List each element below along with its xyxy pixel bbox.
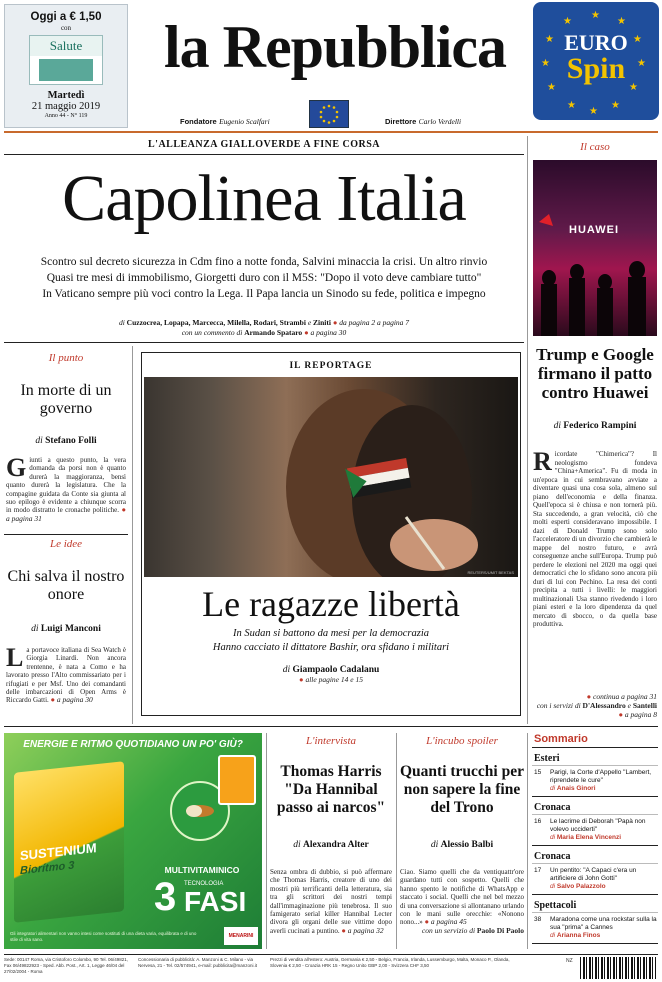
dropcap: G <box>6 453 27 482</box>
right-body: R icordate "Chimerica"? Il neologismo fondeva "China+America". Fu di moda in un'epoca in cui sembravano avviate a diventare quasi una cosa sola, almeno sul piano dell'economia e della finanza. Quell'epoca si è chiusa e non tornerà più. Sta succedendo, a gran velocità, ciò che molti esperti consideravano impossibile. I dazi di Donald Trump sono solo l'acceleratore di un divorzio che cambierà le mappe del nostro futuro, e avrà conseguenze anche sull'Europa. Trump può perdere le elezioni nel 2020 ma oggi quei democratici che lo sfidano sono ancora più duri di lui con Pechino. La resa dei conti precipita a tutti i livelli: le maggiori multinazionali Usa stanno rivedendo i loro piani esteri e la loro dipendenza da quel mercato di sbocco, o da quella base produttiva. <box>533 447 657 628</box>
spoiler-byline: di Alessio Balbi <box>430 840 494 850</box>
photo-credit: REUTERS/UMIT BEKTAS <box>467 570 514 575</box>
right-refs: ● continua a pagina 31 con i servizi di D'Alessandro e Santelli ● a pagina 8 <box>536 692 657 719</box>
sommario-text: Parigi, la Corte d'Appello "Lambert, riprendete le cure" <box>550 769 652 784</box>
sommario-author: di Anais Ginori <box>550 785 596 792</box>
dropcap: R <box>533 447 552 476</box>
ad-disclaimer: Gli integratori alimentari non vanno intesi come sostituti di una dieta varia, equilibrata e di uno stile di vita sano. <box>10 931 197 942</box>
svg-text:★: ★ <box>589 106 598 117</box>
supplement-cover <box>29 35 103 85</box>
authors-pages: da pagina 2 a pagina 7 <box>339 318 410 327</box>
lead-authors <box>4 318 524 338</box>
reportage-kicker: IL REPORTAGE <box>289 361 373 371</box>
lead-summary-line: Scontro sul decreto sicurezza in Cdm fino a notte fonda, Salvini minaccia la crisi. Un altro rinvio <box>40 256 488 268</box>
director-label: Direttore <box>385 117 417 126</box>
right-kicker: Il caso <box>580 141 610 153</box>
arrow-icon: ● <box>341 925 346 935</box>
arrow-icon: ● <box>618 710 624 719</box>
sommario-page: 15 <box>534 769 542 776</box>
comment-page: a pagina 30 <box>310 328 347 337</box>
svg-text:★: ★ <box>591 10 600 21</box>
svg-text:★: ★ <box>633 34 642 45</box>
sommario-section: Cronaca <box>532 849 658 864</box>
lead-summary-line: Quasi tre mesi di immobilismo, Giorgetti duro con il M5S: "Dopo il voto deve cambiare tutto" <box>46 272 482 284</box>
arrow-icon: ● <box>332 318 338 327</box>
eurospin-word-1: EURO <box>564 30 628 55</box>
founder-label: Fondatore <box>180 117 217 126</box>
price-with: con <box>60 24 72 32</box>
footer-number: NZ <box>566 958 573 964</box>
arrow-icon: ● <box>50 695 56 705</box>
sommario-page: 17 <box>534 867 542 874</box>
authors-last: Ziniti <box>313 318 331 327</box>
spoiler-body: Ciao. Siamo quelli che da ventiquattr'ore guardano tutti con sospetto. Quelli che hanno spento le notifiche di WhatsApp e staccato i social. Quelli che nel bel mezzo di una conversazione si allontanano urlando con le mani sulle orecchie: «Nonono nono...» ● a pagina 45 con un servizio di Paolo Di Paolo <box>400 868 524 935</box>
director-line <box>385 117 525 126</box>
founder-name: Eugenio Scalfari <box>219 117 270 126</box>
sommario-author: di Arianna Finos <box>550 932 601 939</box>
huawei-sign: HUAWEI <box>569 224 619 236</box>
left-byline-2: di Luigi Manconi <box>31 624 101 634</box>
director-name: Carlo Verdelli <box>418 117 462 126</box>
sommario-item[interactable] <box>532 766 658 797</box>
arrow-icon: ● <box>299 675 304 684</box>
left-byline-1: di Stefano Folli <box>35 436 97 446</box>
sommario-text: Le lacrime di Deborah "Papà non volevo ucciderti" <box>550 818 646 833</box>
sommario-item[interactable] <box>532 864 658 895</box>
svg-text:★: ★ <box>547 82 556 93</box>
footer-concessionaria: Concessionaria di pubblicità: A. Manzoni & C. Milano - via Nervesa, 21 - Tel. 02/574941, e-mail: pubblicita@manzoni.it <box>138 957 258 968</box>
interview-byline: di Alexandra Alter <box>293 840 369 850</box>
dropcap: L <box>6 643 24 672</box>
authors-list: Cuzzocrea, Lopapa, Marcecca, Milella, Rodari, Strambi <box>126 318 306 327</box>
spoiler-kicker: L'incubo spoiler <box>426 735 498 747</box>
svg-text:★: ★ <box>567 100 576 111</box>
product-name: SUSTENIUM <box>20 840 97 864</box>
supplement-title: Salute <box>30 36 102 56</box>
reportage-photo <box>144 377 518 577</box>
interview-headline: Thomas Harris "Da Hannibal passo ai narcos" <box>276 763 386 816</box>
newspaper-title: la Repubblica <box>163 14 507 80</box>
authors-prefix: di <box>118 318 125 327</box>
interview-body: Senza ombra di dubbio, si può affermare che Thomas Harris, creatore di uno dei mostri più terrificanti della letteratura, sia tra gli scrittori dei nostri tempi dall'immaginazione più tenebrosa. Il suo famigerato serial killer Hannibal Lecter divora gli organi delle sue vittime dopo averli cucinati a puntino. ● a pagina 32 <box>270 868 392 935</box>
sommario-list <box>532 751 658 944</box>
sommario-section: Cronaca <box>532 800 658 815</box>
sommario-item[interactable] <box>532 913 658 944</box>
sustenium-ad <box>4 733 262 949</box>
sommario-author: di Maria Elena Vincenzi <box>550 834 622 841</box>
ad-multivit: MULTIVITAMINICO <box>164 865 240 875</box>
sommario-section: Spettacoli <box>532 898 658 913</box>
sommario-item[interactable] <box>532 815 658 846</box>
left-body-1: G iunti a questo punto, la vera domanda da porsi non è quanto durerà la maggioranza, bensì quanto durerà la legislatura. Che la compagine guidata da Conte sia giunta al suo epilogo è evidente a chiunque scorra in modo distratto le cronache politiche. ● a pagina 31 <box>6 453 127 523</box>
issue-day: Martedì <box>47 90 85 101</box>
left-kicker-2: Le idee <box>49 538 83 550</box>
huawei-photo <box>533 160 657 336</box>
brand-box <box>224 927 258 945</box>
ad-headline: ENERGIE E RITMO QUOTIDIANO UN PO' GIÙ? <box>23 739 243 750</box>
issue-date: 21 maggio 2019 <box>31 101 101 112</box>
authors-joiner: e <box>307 318 312 327</box>
right-headline: Trump e Google firmano il patto contro Huawei <box>536 345 654 402</box>
svg-text:★: ★ <box>541 58 550 69</box>
svg-text:★: ★ <box>617 16 626 27</box>
arrow-icon: ● <box>304 328 309 337</box>
right-byline: di Federico Rampini <box>553 421 637 431</box>
ad-phases-number: 3 <box>154 875 177 919</box>
crowd-silhouette-icon <box>533 160 657 336</box>
sommario-text: Un pentito: "A Capaci c'era un artificiere di John Gotti" <box>550 867 637 882</box>
svg-text:★: ★ <box>629 82 638 93</box>
sommario-section: Esteri <box>532 751 658 766</box>
svg-text:★: ★ <box>545 34 554 45</box>
interview-kicker: L'intervista <box>305 735 357 747</box>
arrow-icon: ● <box>586 692 592 701</box>
svg-text:★: ★ <box>563 16 572 27</box>
arrow-icon: ● <box>424 917 430 927</box>
ad-corner-box <box>218 755 256 805</box>
supplement-picture <box>39 59 93 81</box>
reportage-headline: Le ragazze libertà <box>202 584 460 624</box>
lead-kicker: L'ALLEANZA GIALLOVERDE A FINE CORSA <box>148 139 380 150</box>
left-kicker-1: Il punto <box>48 352 84 364</box>
barcode-icon <box>580 957 656 979</box>
eu-flag-icon <box>309 100 349 128</box>
product-box <box>14 761 124 923</box>
reportage-byline: di Giampaolo Cadalanu <box>282 665 380 675</box>
issue-number: Anno 44 - N° 119 <box>44 113 88 119</box>
eurospin-logo <box>533 2 659 120</box>
left-body-2: L a portavoce italiana di Sea Watch è Giorgia Linardi. Non ancora trentenne, è nata a Como e ha lavorato presso l'Alto commissariato per i rifugiati e per Msf. Uno dei comandanti delle imbarcazioni di Open Arms è Riccardo Gatti. ● a pagina 30 <box>6 643 126 705</box>
comment-prefix: con un commento di <box>181 328 243 337</box>
footer-sede: Sede: 00147 Roma, via Cristoforo Colombo, 90 Tel. 06/49821, Fax 06/49822923 - Sped. Abb. Post., Art. 1, Legge 46/04 del 27/02/2004 - Roma <box>4 957 128 974</box>
sommario-author: di Salvo Palazzolo <box>550 883 606 890</box>
svg-text:★: ★ <box>611 100 620 111</box>
sommario-text: Maradona come una rockstar sulla la sua "prima" a Cannes <box>550 916 657 931</box>
spoiler-headline: Quanti trucchi per non sapere la fine del Trono <box>400 763 524 816</box>
brand-name: MENARINI <box>228 933 254 939</box>
sommario-title: Sommario <box>532 733 658 748</box>
sommario-page: 16 <box>534 818 542 825</box>
lead-headline: Capolinea Italia <box>62 162 466 235</box>
comment-author: Armando Spataro <box>244 328 303 337</box>
arrow-icon: ● <box>121 505 127 515</box>
sommario-box <box>532 733 658 949</box>
left-headline-2: Chi salva il nostro onore <box>7 568 125 603</box>
footer-prezzi: Prezzi di vendita all'estero: Austria, Germania € 2,50 - Belgio, Francia, Irlanda, Lussemburgo, Malta, Monaco P., Olanda, Slovenia € 2,50 - Croazia HRK 15 - Regno Unito GBP 2,00 - Svizzera CHF 3,50 <box>270 957 510 968</box>
ad-phases-word: FASI <box>184 886 247 917</box>
girl-portrait-icon <box>144 377 518 577</box>
sommario-page: 38 <box>534 916 542 923</box>
eurospin-word-2: Spin <box>566 52 626 85</box>
lead-summary <box>4 254 524 302</box>
reportage-pages: ● alle pagine 14 e 15 <box>299 675 363 684</box>
founder-line <box>180 117 320 126</box>
svg-text:★: ★ <box>637 58 646 69</box>
product-sub: Biorítmo 3 <box>20 859 75 878</box>
ad-tech: TECNOLOGIA <box>184 881 224 887</box>
lead-summary-line: In Vaticano sempre più voci contro la Lega. Il Papa lancia un Sinodo su fede, politica e impegno <box>42 288 486 300</box>
price-label: Oggi a € 1,50 <box>30 11 102 23</box>
price-box <box>4 4 128 128</box>
reportage-summary: In Sudan si battono da mesi per la democrazia Hanno cacciato il dittatore Bashir, ora sfidano i militari <box>212 628 450 653</box>
left-headline-1: In morte di un governo <box>20 382 112 417</box>
reportage-box <box>141 352 521 716</box>
